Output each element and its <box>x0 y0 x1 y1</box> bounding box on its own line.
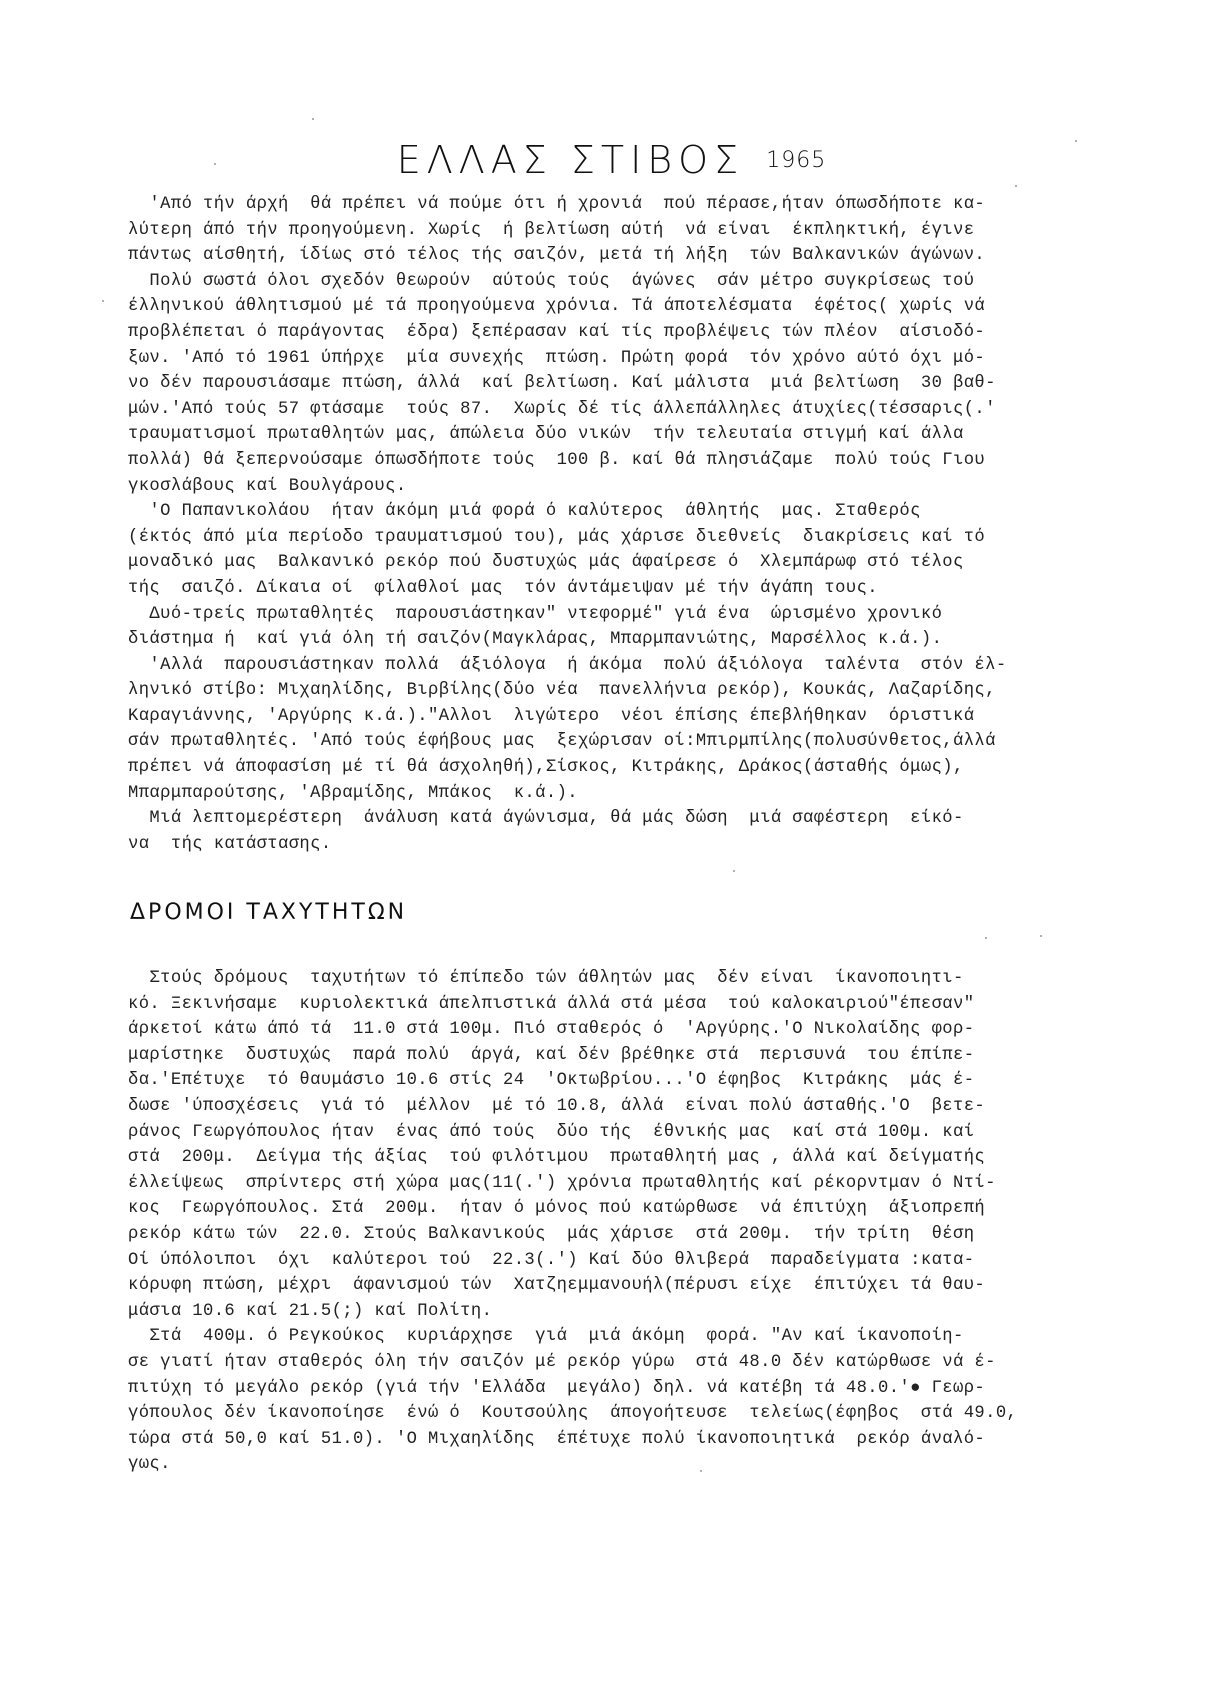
text-line: σάν πρωταθλητές. 'Από τούς έφήβους μας ξεχώρισαν οί:Μπιρμπίλης(πολυσύνθετος,άλλά <box>128 732 996 752</box>
text-line: γως. <box>128 1455 171 1475</box>
scan-speck <box>1015 185 1017 187</box>
text-line: 'Από τήν άρχή θά πρέπει νά πούμε ότι ή χρονιά πού πέρασε,ήταν όπωσδήποτε κα- <box>128 195 986 214</box>
text-line: ληνικό στίβο: Μιχαηλίδης, Βιρβίλης(δύο νέα πανελλήνια ρεκόρ), Κουκάς, Λαζαρίδης, <box>128 681 996 701</box>
scan-speck <box>102 300 104 302</box>
text-line: τραυματισμοί πρωταθλητών μας, άπώλεια δύο νικών τήν τελευταία στιγμή καί άλλα <box>128 425 964 445</box>
document-title <box>0 138 1223 182</box>
text-line: δα.'Επέτυχε τό θαυμάσιο 10.6 στίς 24 'Οκτωβρίου...'Ο έφηβος Κιτράκης μάς έ- <box>128 1071 975 1091</box>
scan-speck <box>700 1470 702 1472</box>
text-line: μοναδικό μας Βαλκανικό ρεκόρ πού δυστυχώς μάς άφαίρεσε ό Χλεμπάρωφ στό τέλος <box>128 553 964 573</box>
text-line: Στούς δρόμους ταχυτήτων τό έπίπεδο τών άθλητών μας δέν είναι ίκανοποιητι- <box>128 969 964 988</box>
text-line: έλληνικού άθλητισμού μέ τά προηγούμενα χρόνια. Τά άποτελέσματα έφέτος( χωρίς νά <box>128 297 986 317</box>
text-line: τώρα στά 50,0 καί 51.0). 'Ο Μιχαηλίδης έπέτυχε πολύ ίκανοποιητικά ρεκόρ άναλό- <box>128 1429 986 1449</box>
text-line: κόρυφη πτώση, μέχρι άφανισμού τών Χατζηεμμανουήλ(πέρυσι είχε έπιτύχει τά θαυ- <box>128 1276 986 1296</box>
intro-paragraphs <box>128 192 1138 857</box>
text-line: πολλά) θά ξεπερνούσαμε όπωσδήποτε τούς 100 β. καί θά πλησιάζαμε πολύ τούς Γιου <box>128 450 986 470</box>
text-line: έλλείψεως σπρίντερς στή χώρα μας(11(.') χρόνια πρωταθλητής καί ρέκορντμαν ό Ντί- <box>128 1173 996 1193</box>
text-line: Μιά λεπτομερέστερη άνάλυση κατά άγώνισμα, θά μάς δώση μιά σαφέστερη είκό- <box>128 809 964 829</box>
section-paragraphs <box>128 966 1138 1478</box>
text-line: πιτύχη τό μεγάλο ρεκόρ (γιά τήν 'Ελλάδα μεγάλο) δηλ. νά κατέβη τά 48.0.'● Γεωρ- <box>128 1378 986 1398</box>
text-line: σε γιατί ήταν σταθερός όλη τήν σαιζόν μέ ρεκόρ γύρω στά 48.0 δέν κατώρθωσε νά έ- <box>128 1352 996 1372</box>
text-line: Οί ύπόλοιποι όχι καλύτεροι τού 22.3(.') Καί δύο θλιβερά παραδείγματα :κατα- <box>128 1250 975 1270</box>
text-line: ράνος Γεωργόπουλος ήταν ένας άπό τούς δύο τής έθνικής μας καί στά 100μ. καί <box>128 1122 975 1142</box>
text-line: να τής κατάστασης. <box>128 834 332 854</box>
text-line: στά 200μ. Δείγμα τής άξίας τού φιλότιμου πρωταθλητή μας , άλλά καί δείγματής <box>128 1148 986 1168</box>
text-line: Δυό-τρείς πρωταθλητές παρουσιάστηκαν" ντεφορμέ" γιά ένα ώρισμένο χρονικό <box>128 604 943 624</box>
text-line: 'Αλλά παρουσιάστηκαν πολλά άξιόλογα ή άκόμα πολύ άξιόλογα ταλέντα στόν έλ- <box>128 655 1007 675</box>
title-text: ΕΛΛΑΣ ΣΤΙΒΟΣ <box>396 138 745 182</box>
text-line: προβλέπεται ό παράγοντας έδρα) ξεπέρασαν καί τίς προβλέψεις τών πλέον αίσιοδό- <box>128 322 986 342</box>
text-line: άρκετοί κάτω άπό τά 11.0 στά 100μ. Πιό σταθερός ό 'Αργύρης.'Ο Νικολαίδης φορ- <box>128 1020 975 1040</box>
text-line: Στά 400μ. ό Ρεγκούκος κυριάρχησε γιά μιά άκόμη φορά. "Αν καί ίκανοποίη- <box>128 1327 964 1347</box>
text-line: τής σαιζό. Δίκαια οί φίλαθλοί μας τόν άντάμειψαν μέ τήν άγάπη τους. <box>128 578 878 598</box>
text-line: ξων. 'Από τό 1961 ύπήρχε μία συνεχής πτώση. Πρώτη φορά τόν χρόνο αύτό όχι μό- <box>128 348 986 368</box>
text-line: πάντως αίσθητή, ίδίως στό τέλος τής σαιζόν, μετά τή λήξη τών Βαλκανικών άγώνων. <box>128 246 986 266</box>
text-line: κό. Ξεκινήσαμε κυριολεκτικά άπελπιστικά άλλά στά μέσα τού καλοκαιριού"έπεσαν" <box>128 994 975 1014</box>
scan-speck <box>733 870 735 872</box>
text-line: 'Ο Παπανικολάου ήταν άκόμη μιά φορά ό καλύτερος άθλητής μας. Σταθερός <box>128 502 921 522</box>
text-line: διάστημα ή καί γιά όλη τή σαιζόν(Μαγκλάρας, Μπαρμπανιώτης, Μαρσέλλος κ.ά.). <box>128 630 943 650</box>
text-line: γόπουλος δέν ίκανοποίησε ένώ ό Κουτσούλης άπογοήτευσε τελείως(έφηβος στά 49.0, <box>128 1404 1018 1424</box>
text-line: Πολύ σωστά όλοι σχεδόν θεωρούν αύτούς τούς άγώνες σάν μέτρο συγκρίσεως τού <box>128 271 975 291</box>
text-line: γκοσλάβους καί Βουλγάρους. <box>128 476 407 496</box>
scan-speck <box>1075 140 1077 142</box>
scan-speck <box>1040 935 1042 937</box>
text-line: μαρίστηκε δυστυχώς παρά πολύ άργά, καί δέν βρέθηκε στά περισυνά του έπίπε- <box>128 1045 975 1065</box>
text-line: κος Γεωργόπουλος. Στά 200μ. ήταν ό μόνος πού κατώρθωσε νά έπιτύχη άξιοπρεπή <box>128 1199 986 1219</box>
text-line: μάσια 10.6 καί 21.5(;) καί Πολίτη. <box>128 1301 493 1321</box>
scan-speck <box>985 937 987 939</box>
scan-speck <box>312 118 314 120</box>
scan-speck <box>214 163 216 165</box>
text-line: λύτερη άπό τήν προηγούμενη. Χωρίς ή βελτίωση αύτή νά είναι έκπληκτική, έγινε <box>128 220 975 240</box>
text-line: πρέπει νά άποφασίση μέ τί θά άσχοληθή),Σίσκος, Κιτράκης, Δράκος(άσταθής όμως), <box>128 758 964 778</box>
text-line: (έκτός άπό μία περίοδο τραυματισμού του), μάς χάρισε διεθνείς διακρίσεις καί τό <box>128 527 986 547</box>
text-line: νο δέν παρουσιάσαμε πτώση, άλλά καί βελτίωση. Καί μάλιστα μιά βελτίωση 30 βαθ- <box>128 374 996 394</box>
text-line: Μπαρμπαρούτσης, 'Αβραμίδης, Μπάκος κ.ά.). <box>128 783 578 803</box>
text-line: Καραγιάννης, 'Αργύρης κ.ά.)."Αλλοι λιγώτερο νέοι έπίσης έπεβλήθηκαν όριστικά <box>128 706 975 726</box>
text-line: μών.'Από τούς 57 φτάσαμε τούς 87. Χωρίς δέ τίς άλλεπάλληλες άτυχίες(τέσσαρις(.' <box>128 399 996 419</box>
text-line: δωσε 'ύποσχέσεις γιά τό μέλλον μέ τό 10.8, άλλά είναι πολύ άσταθής.'Ο βετε- <box>128 1096 986 1116</box>
section-heading: ΔΡΟΜΟΙ ΤΑΧΥΤΗΤΩΝ <box>130 900 408 925</box>
title-year: 1965 <box>766 148 827 173</box>
text-line: ρεκόρ κάτω τών 22.0. Στούς Βαλκανικούς μάς χάρισε στά 200μ. τήν τρίτη θέση <box>128 1224 975 1244</box>
